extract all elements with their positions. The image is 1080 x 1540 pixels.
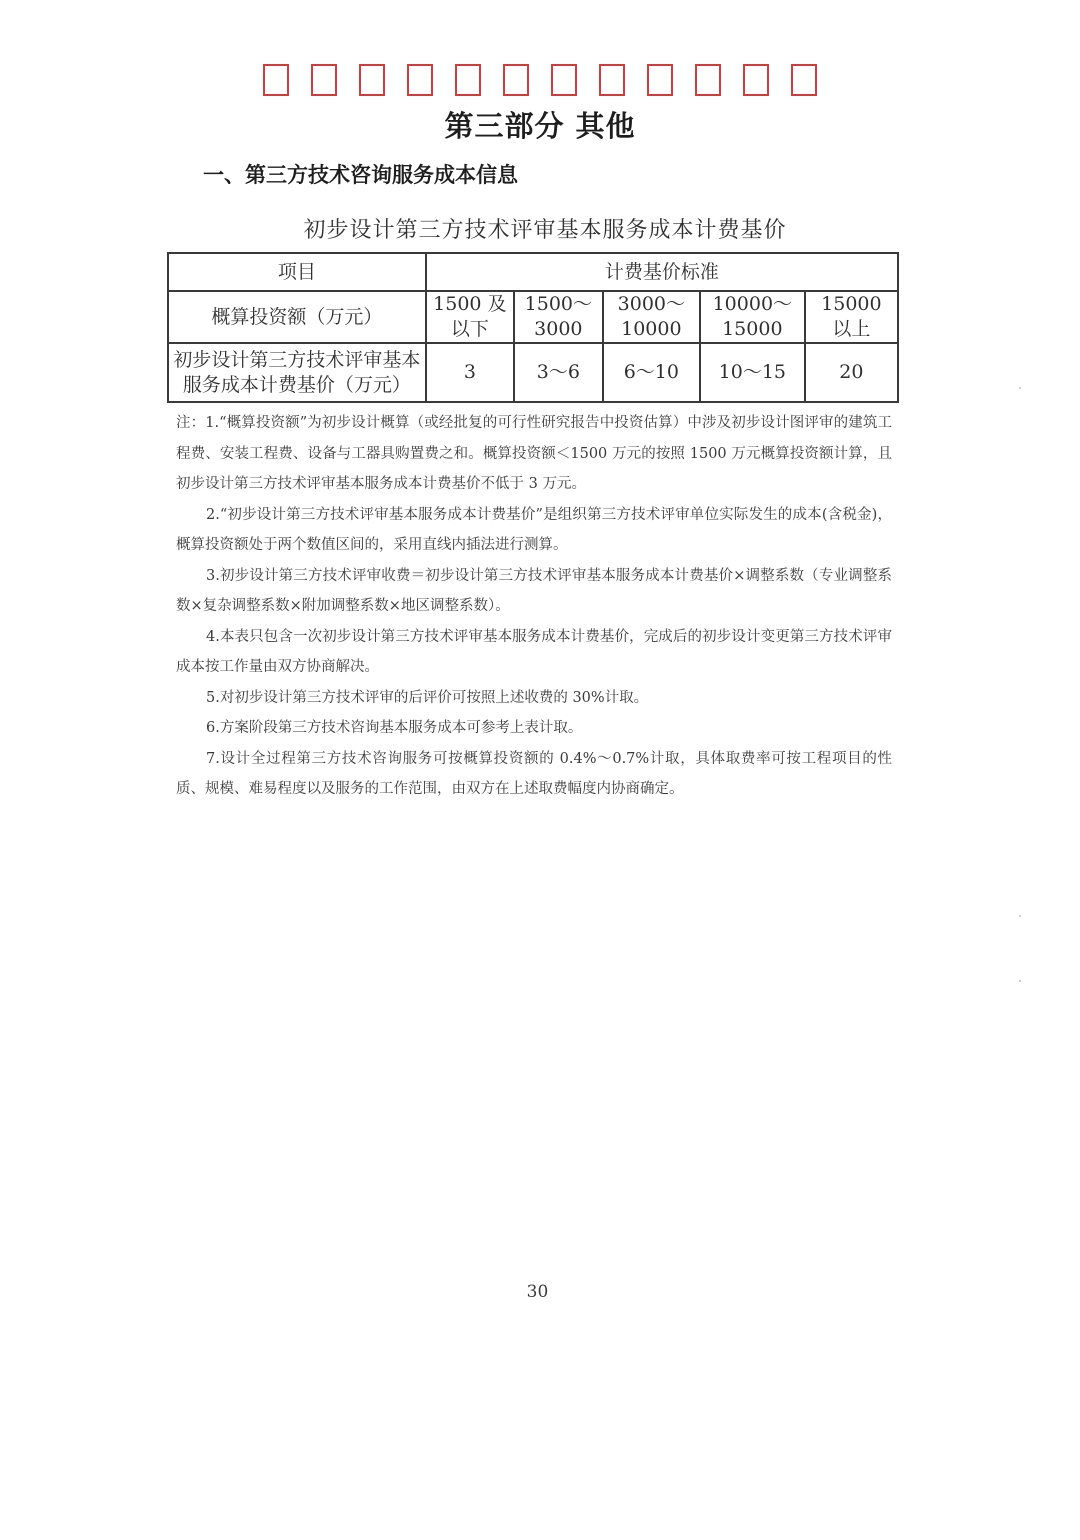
note-3: 3.初步设计第三方技术评审收费＝初步设计第三方技术评审基本服务成本计费基价×调整系数（专业调整系数×复杂调整系数×附加调整系数×地区调整系数）。 xyxy=(176,567,892,614)
header-standard-cell: 计费基价标准 xyxy=(426,253,898,291)
note-4: 4.本表只包含一次初步设计第三方技术评审基本服务成本计费基价，完成后的初步设计变更第三方技术评审成本按工作量由双方协商解决。 xyxy=(176,628,892,675)
stamp-box xyxy=(743,64,769,96)
price-cell: 3 xyxy=(426,343,514,402)
scan-speck xyxy=(1019,980,1021,982)
stamp-box xyxy=(311,64,337,96)
fee-table xyxy=(167,252,899,403)
note-1: 注：1.“概算投资额”为初步设计概算（或经批复的可行性研究报告中投资估算）中涉及初步设计图评审的建筑工程费、安装工程费、设备与工器具购置费之和。概算投资额＜1500 万元的按照 1500 万元概算投资额计算，且初步设计第三方技术评审基本服务成本计费基价不低于 3 万元。 xyxy=(176,415,892,492)
section-heading: 一、第三方技术咨询服务成本信息 xyxy=(203,163,518,187)
note-6: 6.方案阶段第三方技术咨询基本服务成本可参考上表计取。 xyxy=(206,720,583,736)
part-title: 第三部分 其他 xyxy=(444,109,636,143)
table-row-investment xyxy=(168,291,898,343)
investment-cell: 10000～15000 xyxy=(700,291,805,343)
price-cell: 3～6 xyxy=(514,343,603,402)
table-caption: 初步设计第三方技术评审基本服务成本计费基价 xyxy=(303,218,787,243)
header-item-cell: 项目 xyxy=(168,253,426,291)
stamp-box xyxy=(791,64,817,96)
scan-speck xyxy=(1019,915,1021,917)
stamp-box xyxy=(359,64,385,96)
investment-cell: 15000 以上 xyxy=(805,291,898,343)
stamp-box xyxy=(503,64,529,96)
red-stamp-boxes xyxy=(0,64,1080,96)
note-7: 7.设计全过程第三方技术咨询服务可按概算投资额的 0.4%～0.7%计取，具体取费率可按工程项目的性质、规模、难易程度以及服务的工作范围，由双方在上述取费幅度内协商确定。 xyxy=(176,750,892,797)
stamp-box xyxy=(599,64,625,96)
notes-section xyxy=(176,408,892,805)
investment-cell: 1500 及以下 xyxy=(426,291,514,343)
price-cell: 20 xyxy=(805,343,898,402)
investment-label-cell: 概算投资额（万元） xyxy=(168,291,426,343)
price-label-cell: 初步设计第三方技术评审基本服务成本计费基价（万元） xyxy=(168,343,426,402)
price-cell: 6～10 xyxy=(603,343,700,402)
stamp-box xyxy=(263,64,289,96)
table-row-price xyxy=(168,343,898,402)
note-2: 2.“初步设计第三方技术评审基本服务成本计费基价”是组织第三方技术评审单位实际发生的成本(含税金)，概算投资额处于两个数值区间的，采用直线内插法进行测算。 xyxy=(176,506,892,553)
table-header-row xyxy=(168,253,898,291)
stamp-box xyxy=(551,64,577,96)
stamp-box xyxy=(647,64,673,96)
investment-cell: 3000～10000 xyxy=(603,291,700,343)
investment-cell: 1500～3000 xyxy=(514,291,603,343)
note-5: 5.对初步设计第三方技术评审的后评价可按照上述收费的 30%计取。 xyxy=(206,689,649,706)
scan-speck xyxy=(1019,387,1021,389)
stamp-box xyxy=(455,64,481,96)
stamp-box xyxy=(695,64,721,96)
stamp-box xyxy=(407,64,433,96)
page-number: 30 xyxy=(526,1282,549,1302)
price-cell: 10～15 xyxy=(700,343,805,402)
